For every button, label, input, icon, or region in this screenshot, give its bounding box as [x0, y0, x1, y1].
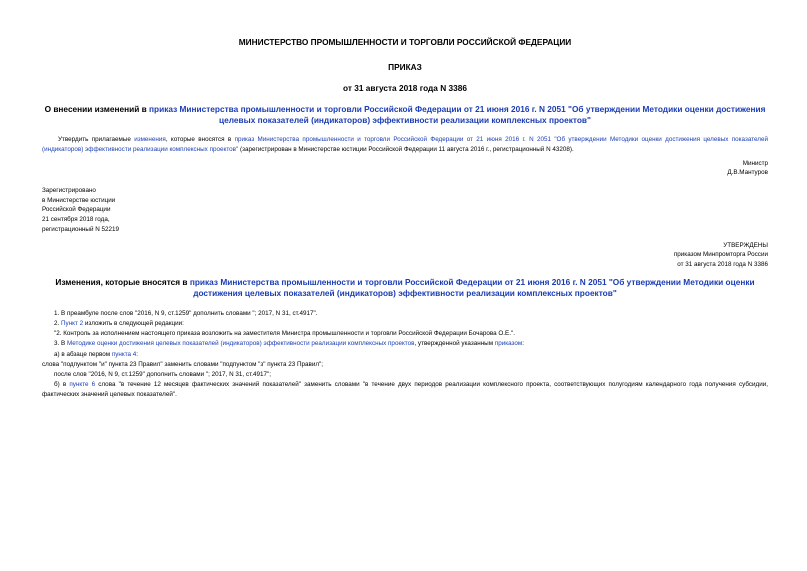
- changes-title: [42, 277, 768, 299]
- signature-position: Министр: [742, 159, 768, 167]
- ministry-heading: МИНИСТЕРСТВО ПРОМЫШЛЕННОСТИ И ТОРГОВЛИ РОССИЙСКОЙ ФЕДЕРАЦИИ: [238, 37, 572, 47]
- list-item: [42, 380, 768, 400]
- preamble-paragraph: [42, 135, 768, 153]
- title-prefix: О внесении изменений в: [44, 104, 150, 115]
- preamble-text-3: (зарегистрирован в Министерстве юстиции Российской Федерации 11 августа 2016 г., регистрационный N 43208).: [238, 145, 574, 153]
- methodology-link[interactable]: Методике оценки достижения целевых показателей (индикаторов) эффективности реализации комплексных проектов: [66, 340, 415, 348]
- registration-line: в Министерстве юстиции: [42, 196, 116, 204]
- list-item: после слов "2016, N 9, ст.1259" дополнить словами "; 2017, N 31, ст.4917";: [54, 370, 272, 378]
- signature-name: Д.В.Мантуров: [727, 168, 768, 176]
- list-item: [42, 350, 768, 360]
- item-number: 3. В: [54, 340, 67, 348]
- registration-line: Зарегистрировано: [42, 186, 96, 194]
- item-text: :: [136, 350, 139, 358]
- signature-block: [42, 159, 768, 177]
- point-2-link[interactable]: Пункт 2: [61, 320, 84, 328]
- document-title: [42, 104, 768, 126]
- title-order-link[interactable]: приказ Министерства промышленности и торговли Российской Федерации от 21 июня 2016 г. N 2051 "Об утверждении Методики оценки достижения целевых показателей (индикаторов) эффективности реализации комплексных проектов": [149, 104, 766, 126]
- registration-line: Российской Федерации: [42, 206, 111, 214]
- approved-line: УТВЕРЖДЕНЫ: [723, 241, 768, 249]
- preamble-text-2: , которые вносятся в: [165, 136, 235, 144]
- item-text: б) в: [54, 380, 70, 388]
- point-4-link[interactable]: пункта 4: [111, 350, 137, 358]
- list-item: слова "подпунктом "и" пункта 23 Правил" заменить словами "подпунктом "з" пункта 23 Правил";: [42, 360, 324, 368]
- changes-title-prefix: Изменения, которые вносятся в: [55, 276, 190, 287]
- order-ref-link[interactable]: приказом: [494, 340, 523, 348]
- list-item: 1. В преамбуле после слов "2016, N 9, ст.1259" дополнить словами "; 2017, N 31, ст.4917".: [54, 310, 318, 318]
- preamble-order-link[interactable]: приказ Министерства промышленности и торговли Российской Федерации от 21 июня 2016 г. N 2051 "Об утверждении Методики оценки достижения целевых показателей (индикаторов) эффективности реализации комплексных проектов": [42, 136, 768, 153]
- list-item: [42, 339, 768, 349]
- approved-line: от 31 августа 2018 года N 3386: [677, 261, 768, 269]
- registration-line: 21 сентября 2018 года,: [42, 216, 110, 224]
- item-text: изложить в следующей редакции:: [83, 320, 184, 328]
- item-text: слова "в течение 12 месяцев фактических значений показателей" заменить словами "в течение двух периодов реализации комплексного проекта, соответствующих полугодиям календарного года получения субсидии, фактических значений целевых показателей".: [42, 380, 768, 398]
- document-page: [42, 36, 768, 400]
- registration-line: регистрационный N 52219: [42, 225, 120, 233]
- item-text: , утвержденной указанным: [414, 340, 495, 348]
- changes-list: [42, 309, 768, 400]
- preamble-text-1: Утвердить прилагаемые: [58, 136, 135, 144]
- item-number: 2.: [54, 320, 62, 328]
- doc-type-heading: ПРИКАЗ: [388, 62, 422, 73]
- registration-block: [42, 186, 768, 235]
- date-number-heading: от 31 августа 2018 года N 3386: [343, 83, 467, 94]
- point-6-link[interactable]: пункте 6: [69, 380, 96, 388]
- changes-title-order-link[interactable]: приказ Министерства промышленности и торговли Российской Федерации от 21 июня 2016 г. N 2051 "Об утверждении Методики оценки достижения целевых показателей (индикаторов) эффективности реализации комплексных проектов": [189, 276, 755, 299]
- item-text: :: [522, 340, 524, 348]
- approved-line: приказом Минпромторга России: [673, 251, 768, 259]
- list-item: [42, 319, 768, 329]
- approved-block: [42, 241, 768, 270]
- list-item-quote: "2. Контроль за исполнением настоящего приказа возложить на заместителя Министра промышленности и торговли Российской Федерации Бочарова О.Е.".: [54, 330, 515, 338]
- item-text: а) в абзаце первом: [54, 350, 112, 358]
- changes-link[interactable]: изменения: [134, 136, 166, 144]
